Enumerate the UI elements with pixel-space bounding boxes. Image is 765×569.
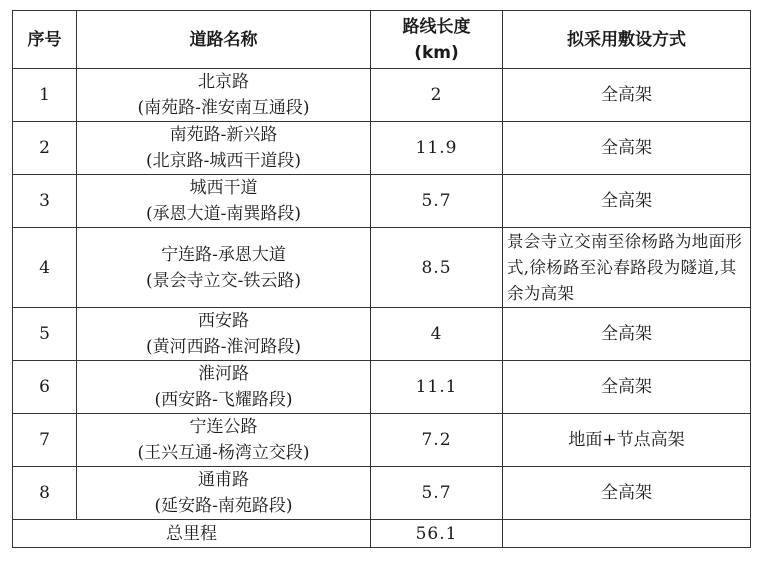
road-section: (北京路-城西干道段)	[145, 151, 301, 171]
row-method: 全高架	[503, 467, 751, 520]
total-method	[503, 520, 751, 548]
table-row	[13, 308, 751, 361]
table-row	[13, 467, 751, 520]
road-section: (王兴互通-杨湾立交段)	[137, 443, 310, 463]
total-length: 56.1	[371, 520, 503, 548]
row-index: 8	[13, 467, 77, 520]
row-index: 4	[13, 228, 77, 308]
row-method: 景会寺立交南至徐杨路为地面形式,徐杨路至沁春路段为隧道,其余为高架	[503, 228, 751, 308]
row-method: 全高架	[503, 175, 751, 228]
row-length: 5.7	[371, 175, 503, 228]
row-name	[77, 69, 371, 122]
header-length-line2: (km)	[414, 42, 459, 63]
row-method: 全高架	[503, 122, 751, 175]
row-index: 3	[13, 175, 77, 228]
row-index: 5	[13, 308, 77, 361]
road-name: 西安路	[198, 311, 249, 331]
row-length: 11.1	[371, 361, 503, 414]
road-table	[12, 10, 751, 548]
road-name: 宁连公路	[189, 417, 258, 437]
header-length-line1: 路线长度	[402, 16, 471, 37]
row-length: 2	[371, 69, 503, 122]
row-index: 2	[13, 122, 77, 175]
row-method: 地面+节点高架	[503, 414, 751, 467]
road-section: (承恩大道-南巽路段)	[145, 204, 301, 224]
row-method: 全高架	[503, 69, 751, 122]
road-section: (南苑路-淮安南互通段)	[137, 98, 310, 118]
table-row	[13, 69, 751, 122]
road-section: (延安路-南苑路段)	[154, 496, 293, 516]
row-length: 11.9	[371, 122, 503, 175]
table-row	[13, 175, 751, 228]
road-name: 淮河路	[198, 364, 249, 384]
header-name: 道路名称	[77, 11, 371, 69]
header-row	[13, 11, 751, 69]
row-name	[77, 122, 371, 175]
row-length: 8.5	[371, 228, 503, 308]
road-name: 宁连路-承恩大道	[161, 244, 286, 265]
row-index: 7	[13, 414, 77, 467]
row-name	[77, 467, 371, 520]
total-label: 总里程	[13, 520, 371, 548]
road-section: (景会寺立交-铁云路)	[145, 270, 301, 291]
row-name	[77, 361, 371, 414]
row-name	[77, 414, 371, 467]
row-length: 7.2	[371, 414, 503, 467]
header-index: 序号	[13, 11, 77, 69]
row-method: 全高架	[503, 308, 751, 361]
row-index: 1	[13, 69, 77, 122]
table-row	[13, 122, 751, 175]
road-name: 通甫路	[198, 470, 249, 490]
row-method: 全高架	[503, 361, 751, 414]
row-name	[77, 228, 371, 308]
road-name: 城西干道	[189, 178, 258, 198]
table-row	[13, 361, 751, 414]
road-name: 北京路	[198, 72, 249, 92]
header-method: 拟采用敷设方式	[503, 11, 751, 69]
table-row	[13, 228, 751, 308]
row-length: 5.7	[371, 467, 503, 520]
row-length: 4	[371, 308, 503, 361]
row-name	[77, 175, 371, 228]
road-section: (黄河西路-淮河路段)	[145, 337, 301, 357]
row-name	[77, 308, 371, 361]
row-index: 6	[13, 361, 77, 414]
road-name: 南苑路-新兴路	[169, 125, 278, 145]
total-row	[13, 520, 751, 548]
table-row	[13, 414, 751, 467]
header-length	[371, 11, 503, 69]
road-section: (西安路-飞耀路段)	[154, 390, 293, 410]
